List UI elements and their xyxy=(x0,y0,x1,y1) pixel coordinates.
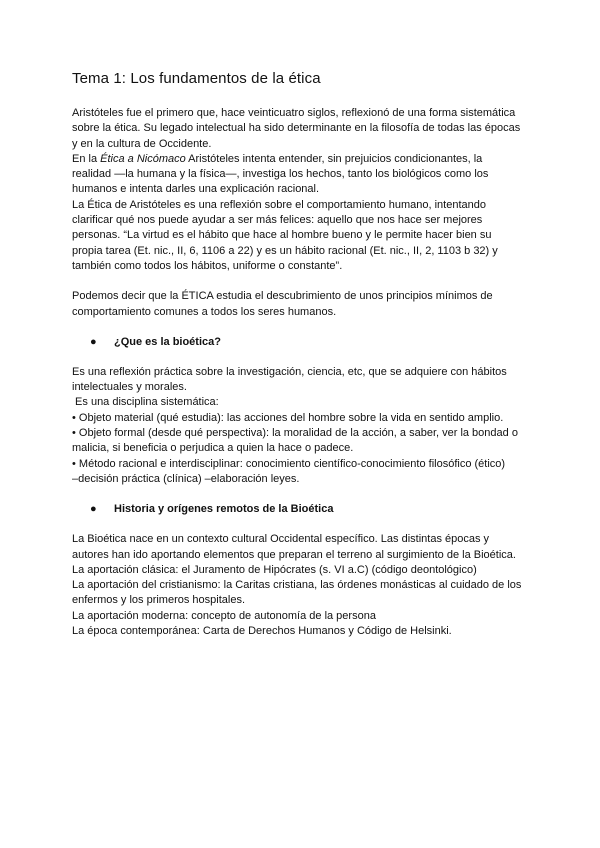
spacer xyxy=(72,487,532,502)
intro-paragraph xyxy=(72,106,532,152)
text-span: Aristóteles intenta entender, sin prejuicios condicionantes, la xyxy=(185,152,483,165)
text-line: La aportación clásica: el Juramento de Hipócrates (s. VI a.C) (código deontológico) xyxy=(72,563,477,576)
text-line: • Método racional e interdisciplinar: conocimiento científico-conocimiento filosófico (ético) xyxy=(72,457,506,470)
text-line: autores han ido aportando elementos que preparan el terreno al surgimiento de la Bioética. xyxy=(72,548,516,561)
text-line: sobre la ética. Su legado intelectual ha sido determinante en la filosofía de todas las épocas xyxy=(72,122,521,135)
spacer xyxy=(72,320,532,335)
text-line: Es una reflexión práctica sobre la investigación, ciencia, etc, que se adquiere con hábitos xyxy=(72,365,507,378)
text-line: • Objeto formal (desde qué perspectiva): la moralidad de la acción, a saber, ver la bondad o xyxy=(72,427,518,440)
text-line: La Ética de Aristóteles es una reflexión sobre el comportamiento humano, intentando xyxy=(72,198,486,211)
spacer xyxy=(72,350,532,365)
section-heading-text: ¿Que es la bioética? xyxy=(114,335,221,348)
text-line: Es una disciplina sistemática: xyxy=(72,396,219,409)
aristoteles-paragraph xyxy=(72,198,532,274)
bioetica-paragraph xyxy=(72,365,532,487)
text-line: La Bioética nace en un contexto cultural Occidental específico. Las distintas épocas y xyxy=(72,533,490,546)
text-span: En la xyxy=(72,152,101,165)
text-line: personas. “La virtud es el hábito que hace al hombre bueno y le permite hacer bien su xyxy=(72,229,492,242)
text-line: La aportación moderna: concepto de autonomía de la persona xyxy=(72,609,376,622)
book-title: Ética a Nicómaco xyxy=(100,152,186,165)
text-line: La aportación del cristianismo: la Caritas cristiana, las órdenes monásticas al cuidado de los xyxy=(72,579,522,592)
historia-paragraph xyxy=(72,532,532,639)
text-line: Podemos decir que la ÉTICA estudia el descubrimiento de unos principios mínimos de xyxy=(72,290,493,303)
text-line: realidad —la humana y la física—, investiga los hechos, tanto los biológicos como los xyxy=(72,168,489,181)
text-line: • Objeto material (qué estudia): las acciones del hombre sobre la vida en sentido amplio. xyxy=(72,411,504,424)
text-line: Aristóteles fue el primero que, hace veinticuatro siglos, reflexionó de una forma sistemática xyxy=(72,107,516,119)
section-heading-historia xyxy=(90,502,532,517)
text-line: enfermos y los primeros hospitales. xyxy=(72,594,246,607)
text-line: también como todos los hábitos, uniforme o constante”. xyxy=(72,259,343,272)
text-line: comportamiento comunes a todos los seres humanos. xyxy=(72,305,337,318)
nicomaco-paragraph xyxy=(72,152,532,198)
text-line: malicia, si beneficia o perjudica a quien la hace o padece. xyxy=(72,442,354,455)
text-line: humanos e intenta darles una explicación racional. xyxy=(72,183,320,196)
section-heading-bioetica xyxy=(90,335,532,350)
podemos-paragraph xyxy=(72,289,532,320)
text-line: La época contemporánea: Carta de Derechos Humanos y Código de Helsinki. xyxy=(72,625,452,638)
text-line: y en la cultura de Occidente. xyxy=(72,137,212,150)
text-line: –decisión práctica (clínica) –elaboración leyes. xyxy=(72,472,300,485)
text-line xyxy=(72,152,532,167)
page-title: Tema 1: Los fundamentos de la ética xyxy=(72,70,321,87)
text-line: intelectuales y morales. xyxy=(72,381,187,394)
spacer xyxy=(72,274,532,289)
text-line: clarificar qué nos puede ayudar a ser más felices: aquello que nos hace ser mejores xyxy=(72,214,483,227)
section-heading-text: Historia y orígenes remotos de la Bioética xyxy=(114,503,334,516)
bullet-icon: ● xyxy=(90,503,97,516)
text-line: propia tarea (Et. nic., II, 6, 1106 a 22) y es un hábito racional (Et. nic., II, 2, 1103 b 32) y xyxy=(72,244,498,257)
bullet-icon: ● xyxy=(90,335,97,348)
spacer xyxy=(72,517,532,532)
